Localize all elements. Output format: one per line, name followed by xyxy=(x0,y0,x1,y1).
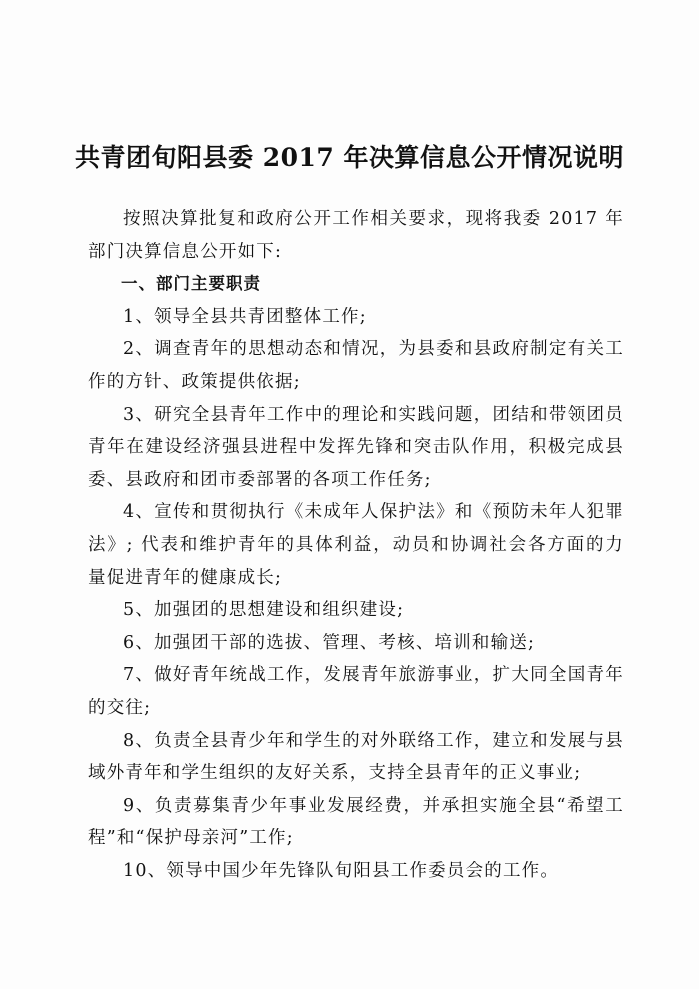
duty-item-1: 1、领导全县共青团整体工作; xyxy=(123,306,367,327)
duty-item-8: 8、负责全县青少年和学生的对外联络工作，建立和发展与县域外青年和学生组织的友好关系，支持全县青年的正义事业; xyxy=(88,730,624,784)
duty-item-9: 9、负责募集青少年事业发展经费，并承担实施全县“希望工程”和“保护母亲河”工作; xyxy=(88,795,624,849)
duty-item-5: 5、加强团的思想建设和组织建设; xyxy=(123,600,405,621)
section-heading: 一、部门主要职责 xyxy=(121,274,261,294)
duty-item-4: 4、宣传和贯彻执行《未成年人保护法》和《预防未年人犯罪法》; 代表和维护青年的具体利益，动员和协调社会各方面的力量促进青年的健康成长; xyxy=(88,502,624,588)
duty-item-10: 10、领导中国少年先锋队旬阳县工作委员会的工作。 xyxy=(123,860,560,881)
duty-item-2: 2、调查青年的思想动态和情况，为县委和县政府制定有关工作的方针、政策提供依据; xyxy=(88,339,624,392)
document-body xyxy=(88,203,624,887)
intro-paragraph: 按照决算批复和政府公开工作相关要求，现将我委 2017 年部门决算信息公开如下: xyxy=(88,209,624,262)
page-title: 共青团旬阳县委 2017 年决算信息公开情况说明 xyxy=(75,143,624,172)
duty-item-3: 3、研究全县青年工作中的理论和实践问题，团结和带领团员青年在建设经济强县进程中发挥先锋和突击队作用，积极完成县委、县政府和团市委部署的各项工作任务; xyxy=(88,404,624,490)
duty-item-7: 7、做好青年统战工作，发展青年旅游事业，扩大同全国青年的交往; xyxy=(88,665,624,718)
duty-item-6: 6、加强团干部的选拔、管理、考核、培训和输送; xyxy=(123,632,536,653)
